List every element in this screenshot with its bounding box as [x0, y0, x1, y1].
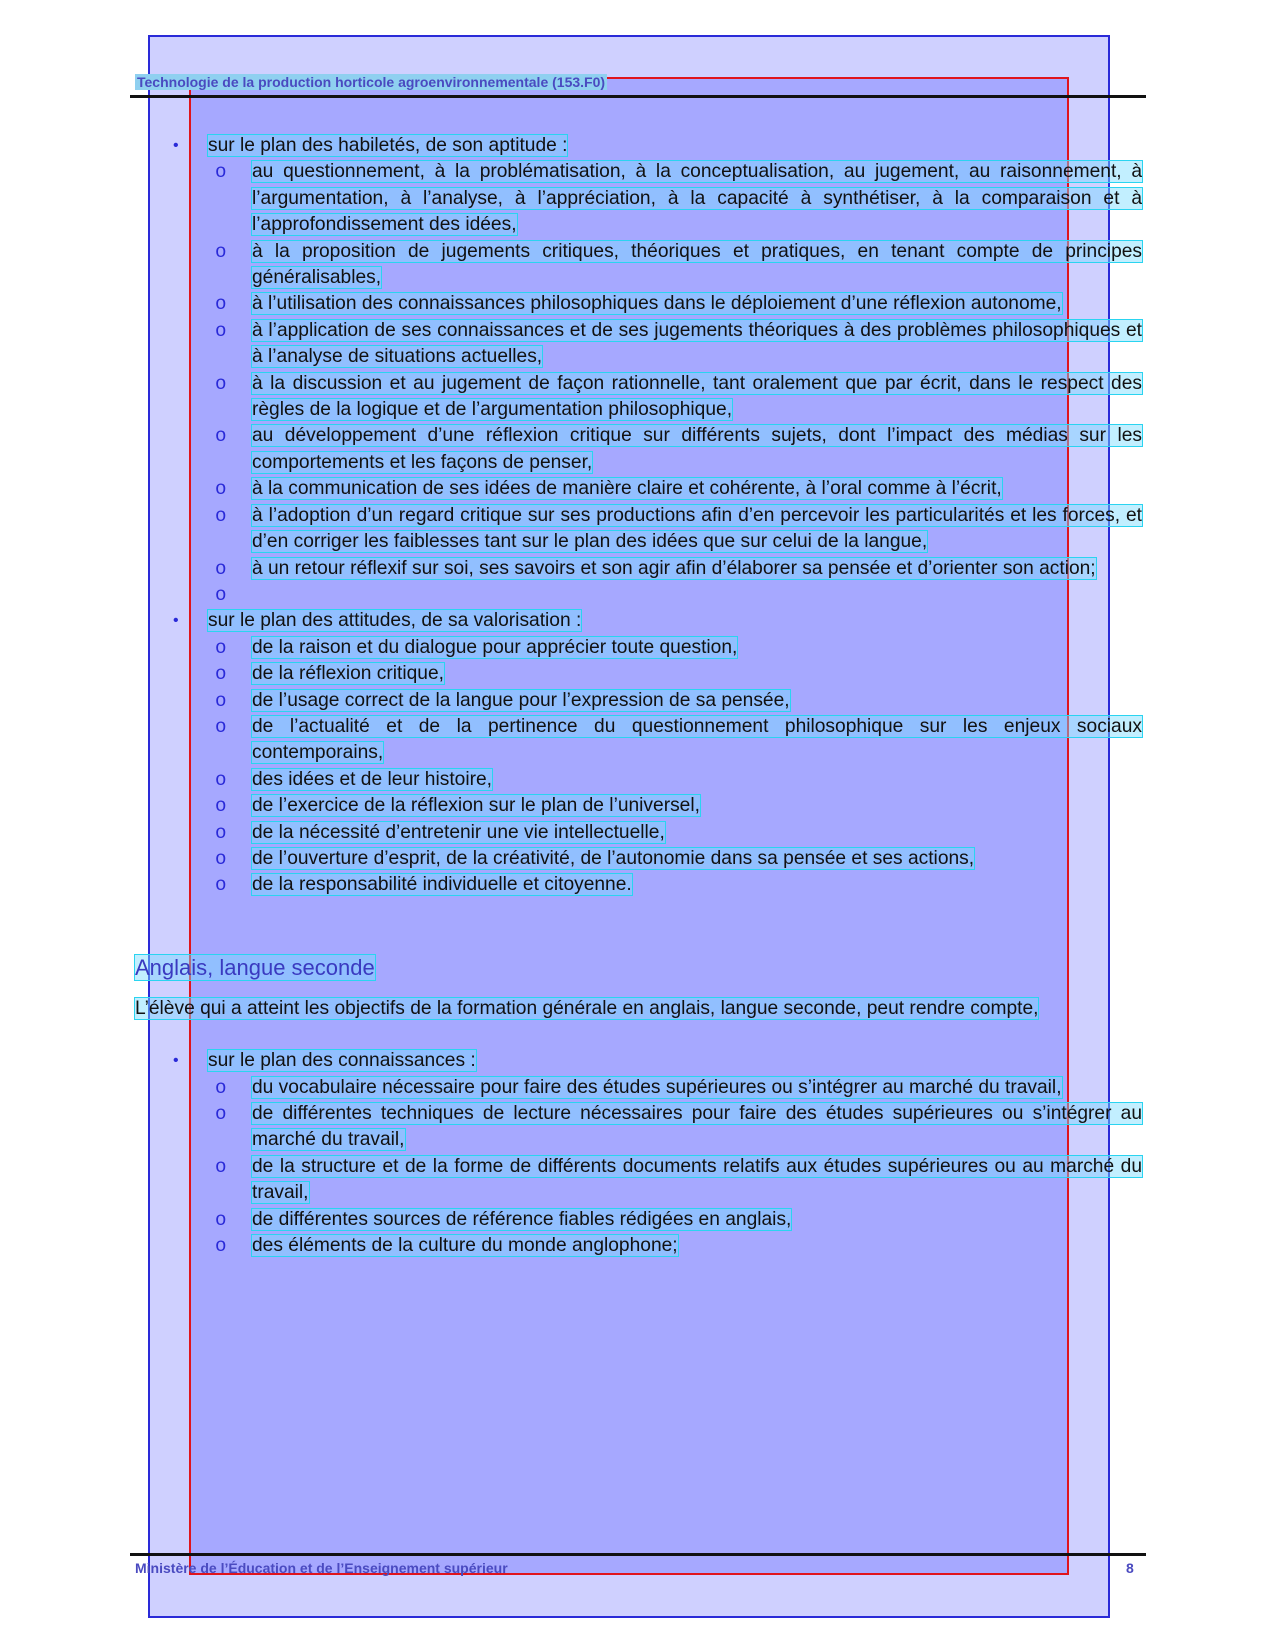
bullet-icon: •: [173, 1052, 179, 1070]
sub-bullet-icon: o: [215, 372, 227, 395]
sub-bullet-icon: o: [215, 663, 227, 686]
knowledge-heading-item: [135, 1048, 1142, 1259]
sub-bullet-icon: o: [215, 795, 227, 818]
sub-bullet-icon: o: [215, 1155, 227, 1178]
list-item: o de différentes sources de référence fiables rédigées en anglais,: [135, 1207, 1142, 1233]
list-item: o de la responsabilité individuelle et citoyenne.: [135, 872, 1142, 898]
list-item: o à la communication de ses idées de manière claire et cohérente, à l’oral comme à l’écrit,: [135, 476, 1142, 502]
attitudes-subitems: [208, 635, 1142, 899]
list-item: o de la réflexion critique,: [135, 661, 1142, 687]
page-header: Technologie de la production horticole agroenvironnementale (153.F0): [137, 74, 606, 90]
list-item: o de différentes techniques de lecture nécessaires pour faire des études supérieures ou s’intégrer au marché du travail,: [215, 1103, 1142, 1151]
list-item: o de l’actualité et de la pertinence du questionnement philosophique sur les enjeux sociaux contemporains,: [215, 715, 1142, 764]
list-item: o de l’ouverture d’esprit, de la créativité, de l’autonomie dans sa pensée et ses actions,: [135, 846, 1142, 872]
sub-bullet-icon: o: [215, 1235, 227, 1258]
knowledge-subitems: [208, 1075, 1142, 1260]
knowledge-heading: sur le plan des connaissances :: [208, 1050, 476, 1072]
list-item: o de la structure et de la forme de différents documents relatifs aux études supérieures ou au marché du travail,: [215, 1155, 1142, 1204]
page-body: [135, 133, 1142, 1259]
skills-heading-item: [135, 133, 1142, 608]
list-item: o de la nécessité d’entretenir une vie intellectuelle,: [135, 820, 1142, 846]
attitudes-heading-item: [135, 608, 1142, 898]
list-item: o de l’usage correct de la langue pour l’expression de sa pensée,: [135, 688, 1142, 714]
list-item: o de l’exercice de la réflexion sur le plan de l’universel,: [135, 793, 1142, 819]
sub-bullet-icon: o: [215, 821, 227, 844]
list-item: o de la raison et du dialogue pour apprécier toute question,: [135, 635, 1142, 661]
sub-bullet-icon: o: [215, 715, 227, 738]
sub-bullet-icon: o: [215, 478, 227, 501]
skills-list: [135, 133, 1142, 899]
list-item: o au développement d’une réflexion critique sur différents sujets, dont l’impact des médias sur les comportements et les façons de penser,: [215, 425, 1142, 473]
footer-rule: [130, 1553, 1146, 1556]
sub-bullet-icon: o: [215, 161, 227, 184]
sub-bullet-icon: o: [215, 1208, 227, 1231]
list-item: o à l’adoption d’un regard critique sur ses productions afin d’en percevoir les particularités et les forces, et d’en corriger les faiblesses tant sur le plan des idées que sur celui de la langue,: [215, 504, 1142, 553]
sub-bullet-icon: o: [215, 557, 227, 580]
list-item: o du vocabulaire nécessaire pour faire des études supérieures ou s’intégrer au marché du travail,: [135, 1075, 1142, 1101]
sub-bullet-icon: o: [215, 583, 227, 606]
list-item: o à l’application de ses connaissances et de ses jugements théoriques à des problèmes philosophiques et à l’analyse de situations actuelles,: [215, 319, 1142, 368]
sub-bullet-icon: o: [215, 768, 227, 791]
list-item: o des idées et de leur histoire,: [135, 767, 1142, 793]
sub-bullet-icon: o: [215, 504, 227, 527]
knowledge-list: [135, 1048, 1142, 1259]
sub-bullet-icon: o: [215, 847, 227, 870]
sub-bullet-icon: o: [215, 1103, 227, 1125]
skills-heading: sur le plan des habiletés, de son aptitude :: [208, 135, 568, 156]
section-title: Anglais, langue seconde: [135, 954, 375, 980]
list-item: o à la discussion et au jugement de façon rationnelle, tant oralement que par écrit, dans le respect des règles de la logique et de l’argumentation philosophique,: [215, 372, 1142, 421]
section-intro: L’élève qui a atteint les objectifs de la formation générale en anglais, langue seconde, peut rendre compte,: [135, 997, 1039, 1019]
bullet-icon: •: [173, 137, 179, 154]
sub-bullet-icon: o: [215, 874, 227, 897]
sub-bullet-icon: o: [215, 636, 227, 659]
list-item: o à un retour réflexif sur soi, ses savoirs et son agir afin d’élaborer sa pensée et d’orienter son action;: [135, 556, 1142, 582]
sub-bullet-icon: o: [215, 1076, 227, 1099]
sub-bullet-icon: o: [215, 319, 227, 342]
list-item: o à la proposition de jugements critiques, théoriques et pratiques, en tenant compte de principes généralisables,: [215, 240, 1142, 289]
attitudes-heading: sur le plan des attitudes, de sa valorisation :: [208, 610, 582, 632]
bullet-icon: •: [173, 612, 179, 630]
sub-bullet-icon: o: [215, 689, 227, 712]
header-rule: [130, 95, 1146, 98]
list-item: o des éléments de la culture du monde anglophone;: [135, 1233, 1142, 1259]
page-number: 8: [1126, 1560, 1134, 1576]
list-item-empty: [135, 582, 1142, 608]
sub-bullet-icon: o: [215, 240, 227, 263]
list-item: o à l’utilisation des connaissances philosophiques dans le déploiement d’une réflexion autonome,: [135, 291, 1142, 317]
sub-bullet-icon: o: [215, 293, 227, 316]
page-footer: Ministère de l’Éducation et de l’Enseignement supérieur: [135, 1560, 508, 1576]
skills-subitems: [208, 159, 1142, 608]
sub-bullet-icon: o: [215, 425, 227, 448]
list-item: o au questionnement, à la problématisation, à la conceptualisation, au jugement, au raisonnement, à l’argumentation, à l’analyse, à l’appréciation, à la capacité à synthétiser, à la comparaison et à l’approfondissement des idées,: [215, 161, 1142, 236]
